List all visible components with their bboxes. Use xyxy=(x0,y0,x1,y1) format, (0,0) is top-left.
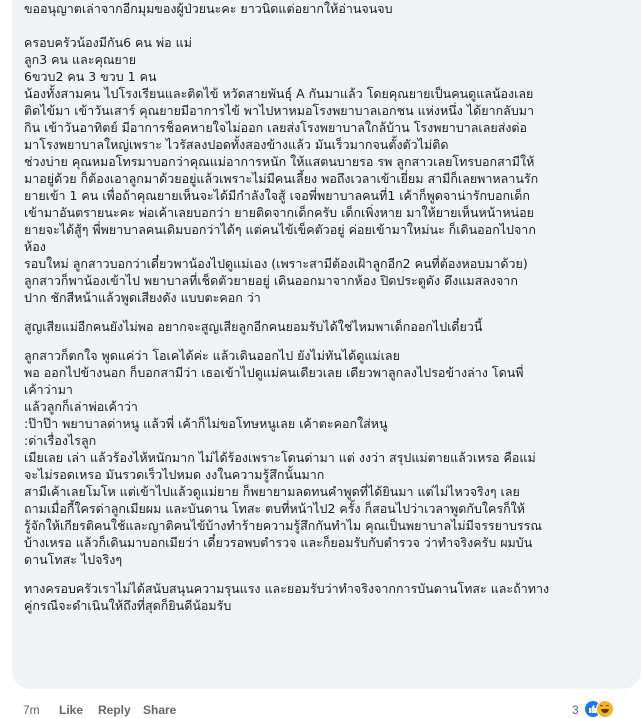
comment-paragraph xyxy=(24,0,634,17)
reactions-summary[interactable] xyxy=(584,699,624,717)
comment-line: ห้อง xyxy=(24,239,46,254)
comment-line: เข้ามาอันตรายนะคะ พ่อเค้าเลยบอกว่า ยายติดจากเด็กครับ เด็กเพิ่งหาย มาให้ยายเห็นหน้าหน่อย xyxy=(24,205,534,220)
comment-line: กิน เข้าวันอาทิตย์ มีอาการช็อคหายใจไม่ออก เลยส่งโรงพยาบาลใกล้บ้าน โรงพยาบาลเลยส่งต่อ xyxy=(24,120,528,135)
comment-line: :ด่าเรื่องไรลูก xyxy=(24,433,97,448)
comment-text xyxy=(24,0,634,626)
comment-line: สูญเสียแม่อีกคนยังไม่พอ อยากจะสูญเสียลูกอีกคนยอมรับได้ใช่ไหมพาเด็กออกไปเดี๋ยวนี้ xyxy=(24,319,483,334)
comment-line: รู้จักให้เกียรติคนใช้และญาติคนไข้บ้างทำร้ายความรู้สึกกันทำไม คุณเป็นพยาบาลไม่มีจรรยาบรรณ xyxy=(24,518,542,533)
comment-line: ปาก ชักสีหน้าแล้วพูดเสียงดัง แบบตะคอก ว่า xyxy=(24,290,261,305)
comment-line: ครอบครัวน้องมีกัน6 คน พ่อ แม่ xyxy=(24,35,192,50)
comment-line: ยายจะได้สู้ๆ พี่พยาบาลคนเดิมบอกว่าได้ๆ แต่คนไข้เข็คตัวอยู่ ค่อยเข้ามาใหม่นะ ก็เดินออกไปจาก xyxy=(24,222,536,237)
share-button[interactable]: Share xyxy=(143,703,177,717)
comment-line: ลูกสาวก็ตกใจ พูดแค่ว่า โอเคได้ค่ะ แล้วเดินออกไป ยังไม่ทันได้ดูแม่เลย xyxy=(24,348,400,363)
comment-line: ช่วงบ่าย คุณหมอโทรมาบอกว่าคุณแม่อาการหนัก ให้แสตนบายรอ รพ ลูกสาวเลยโทรบอกสามีให้ xyxy=(24,154,535,169)
comment-line: ดานโทสะ ไปจริงๆ xyxy=(24,552,123,567)
comment-line: ติดไข้มา เข้าวันเสาร์ คุณยายมีอาการไข้ พาไปหาหมอโรงพยาบาลเอกชน แห่งหนึ่ง ได้ยากลับมา xyxy=(24,103,535,118)
reply-button[interactable]: Reply xyxy=(98,703,131,717)
comment-line: แล้วลูกก็เล่าพ่อเค้าว่า xyxy=(24,399,138,414)
comment-line: ยายเข้า 1 คน เพื่อถ้าคุณยายเห็นจะได้มีกำลังใจสู้ เจอพี่พยาบาลคนที่1 เค้าก็พูดจาน่ารักบอกเด็ก xyxy=(24,188,530,203)
comment-paragraph xyxy=(24,580,634,614)
comment-bubble xyxy=(12,0,641,689)
comment-paragraph xyxy=(24,318,634,335)
reaction-count[interactable]: 3 xyxy=(572,703,579,717)
comment-timestamp[interactable]: 7m xyxy=(23,703,40,717)
like-button[interactable]: Like xyxy=(59,703,84,717)
comment-line: ลูก3 คน และคุณยาย xyxy=(24,52,137,67)
comment-line: รอบใหม่ ลูกสาวบอกว่าเดี๋ยวพาน้องไปดูแม่เอง (เพราะสามีต้องเฝ้าลูกอีก2 คนที่ต้องหอบมาด้วย) xyxy=(24,256,528,271)
comment-line: ถามเมื่อกี้ใครด่าลูกเมียผม และบันดาน โทสะ ตบที่หน้าไป2 ครั้ง ก็สอนไปว่าเวลาพูดกับใครก็ให้ xyxy=(24,501,525,516)
comment-line: ขออนุญาตเล่าจากอีกมุมของผู้ป่วยนะคะ ยาวนิดแต่อยากให้อ่านจนจบ xyxy=(24,1,393,16)
comment-line: ลูกสาวก็พาน้องเข้าไป พยาบาลที่เช็ดตัวยายอยู่ เดินออกมาจากห้อง ปิดประตูดัง ดึงแมสลงจาก xyxy=(24,273,518,288)
comment-footer xyxy=(0,699,641,717)
comment-line: มาโรงพยาบาลใหญ่เพราะ ไวรัสลงปอดทั้งสองข้างแล้ว มันเร็วมากจนตั้งตัวไม่ติด xyxy=(24,137,449,152)
comment-line: :ป๊าป๊า พยาบาลด่าหนู แล้วพี่ เค้าก็ไม่ขอโทษหนูเลย เค้าตะคอกใส่หนู xyxy=(24,416,388,431)
comment-line: มาอยู่ด้วย ก็ต้องเอาลูกมาด้วยอยู่แล้วเพราะไม่มีคนเลี้ยง พอถึงเวลาเข้าเยี่ยม สามีก็เลยพาหลานรัก xyxy=(24,171,539,186)
comment-line: สามีเค้าเลยโมโห แต่เข้าไปแล้วดูแม่ยาย ก็พยายามลดทนคำพูดที่ได้ยินมา แต่ไม่ไหวจริงๆ เลย xyxy=(24,484,520,499)
comment-paragraph xyxy=(24,347,634,568)
comment-line: คู่กรณีจะดำเนินให้ถึงที่สุดก็ยินดีน้อมรับ xyxy=(24,598,232,613)
comment-line: พอ ออกไปข้างนอก ก็บอกสามีว่า เธอเข้าไปดูแม่คนเดียวเลย เดียวพาลูกลงไปรอข้างล่าง โดนพี่ xyxy=(24,365,524,380)
comment-line: บ้างเหรอ แล้วก็เดินมาบอกเมียว่า เดี๋ยวรอพบตำรวจ และก็ยอมรับกับตำรวจ ว่าทำจริงครับ ผมบัน xyxy=(24,535,533,550)
comment-line: ทางครอบครัวเราไม่ได้สนับสนุนความรุนแรง และยอมรับว่าทำจริงจากการบันดานโทสะ และถ้าทาง xyxy=(24,581,550,596)
comment-line: เมียเลย เล่า แล้วร้องไห้หนักมาก ไม่ได้ร้องเพราะโดนด่ามา แต่ งงว่า สรุปแม่ตายแล้วเหรอ คือแม่ xyxy=(24,450,536,465)
comment-line: น้องทั้งสามคน ไปโรงเรียนและติดไข้ หวัดสายพันธุ์ A กันมาแล้ว โดยคุณยายเป็นคนดูแลน้องเลย xyxy=(24,86,534,101)
comment-line: จะไม่รอดเหรอ มันรวดเร็วไปหมด งงในความรู้สึกนั้นมาก xyxy=(24,467,325,482)
comment-line: 6ขวบ2 คน 3 ขวบ 1 คน xyxy=(24,69,157,84)
haha-icon xyxy=(596,700,614,718)
comment-paragraph xyxy=(24,34,634,306)
comment-line: เค้าว่ามา xyxy=(24,382,73,397)
